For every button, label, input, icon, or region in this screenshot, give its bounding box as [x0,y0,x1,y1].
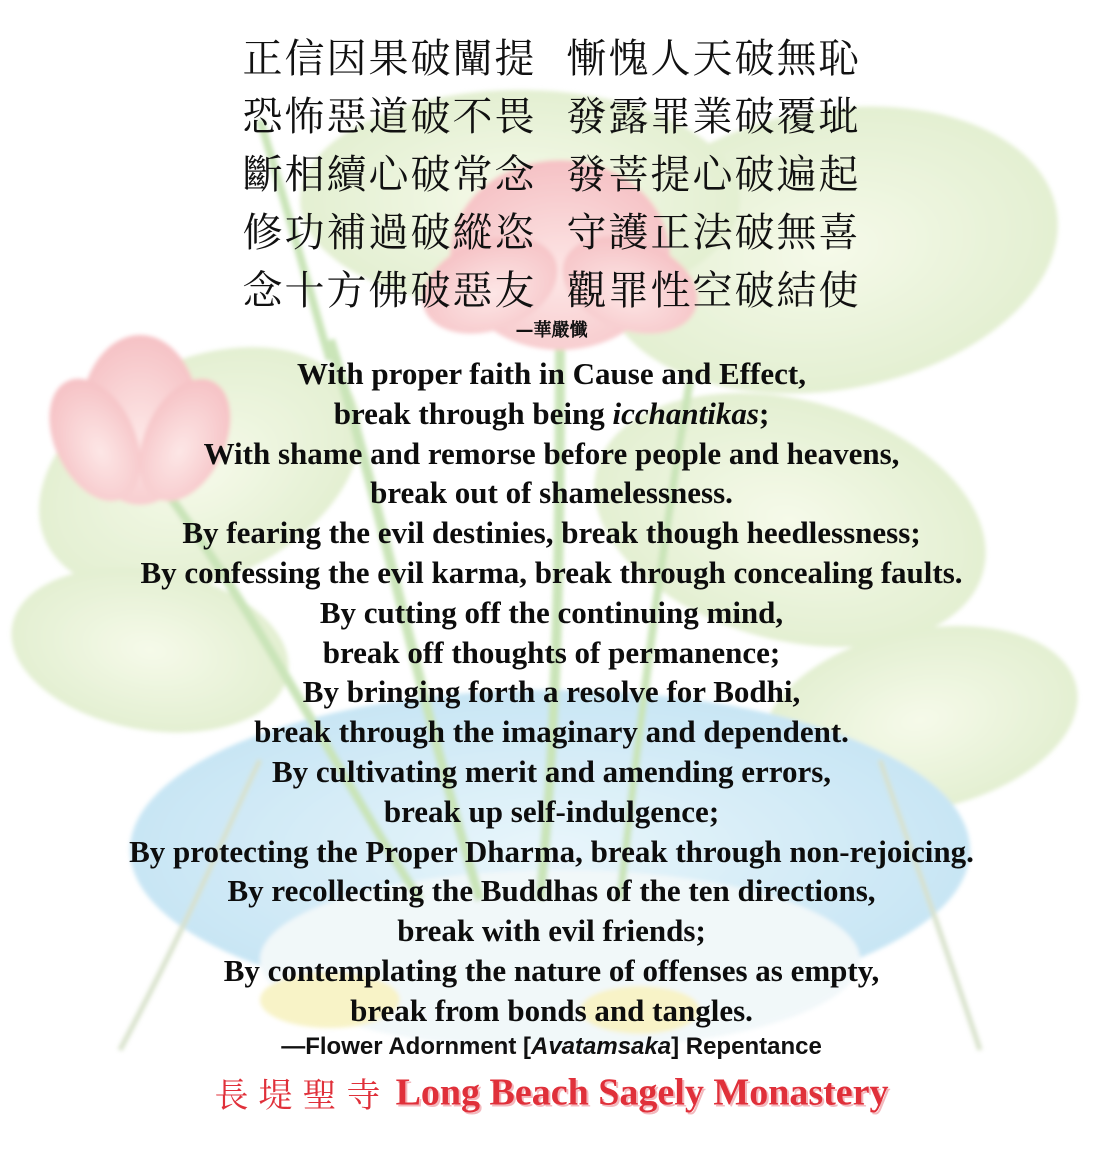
english-line: break through the imaginary and dependent. [254,714,849,750]
english-line: By cutting off the continuing mind, [319,594,784,630]
chinese-verse-left: 念十方佛破惡友 [242,268,537,314]
english-line: break out of shamelessness. [370,475,733,511]
chinese-verse-line [0,262,1103,320]
chinese-verse-line [0,30,1103,88]
chinese-verse-right: 守護正法破無喜 [566,210,861,256]
english-line: break from bonds and tangles. [350,992,753,1028]
english-line: By cultivating merit and amending errors, [271,753,832,789]
english-line: By contemplating the nature of offenses as empty, [223,952,880,988]
monastery-chinese-name: 長堤聖寺 [214,1076,391,1116]
chinese-verse-right: 發露罪業破覆玼 [566,94,861,140]
english-line: By recollecting the Buddhas of the ten directions, [227,873,876,909]
english-attribution [0,1033,1103,1061]
chinese-verse-line [0,88,1103,146]
english-line: By protecting the Proper Dharma, break through non-rejoicing. [129,833,974,869]
english-line [0,394,1103,434]
attribution-text: —Flower Adornment [ [281,1033,531,1060]
english-line-emphasis: icchantikas [612,395,759,431]
chinese-verse-left: 正信因果破闡提 [242,36,537,82]
english-line: With proper faith in Cause and Effect, [297,356,806,391]
monastery-footer [0,1068,1103,1117]
chinese-verse-line [0,146,1103,204]
english-line: By bringing forth a resolve for Bodhi, [302,674,801,710]
chinese-attribution: —華嚴懺 [515,320,588,341]
chinese-verse-left: 修功補過破縱恣 [242,210,537,256]
english-line-punct: ; [758,395,770,431]
chinese-verse-right: 觀罪性空破結使 [566,268,861,314]
chinese-verse-right: 慚愧人天破無恥 [566,36,861,82]
monastery-english-name: Long Beach Sagely Monastery [395,1071,889,1114]
english-line-text: break through being [333,395,613,431]
chinese-verse-left: 斷相續心破常念 [242,152,537,198]
chinese-verse-left: 恐怖惡道破不畏 [242,94,537,140]
chinese-verse-line [0,204,1103,262]
english-line: break up self-indulgence; [383,793,720,829]
attribution-emphasis: Avatamsaka [530,1033,672,1060]
english-line: With shame and remorse before people and heavens, [203,435,900,471]
chinese-verse-right: 發菩提心破遍起 [566,152,861,198]
english-line: By fearing the evil destinies, break though heedlessness; [182,515,921,551]
attribution-text: ] Repentance [671,1033,822,1060]
english-line: break with evil friends; [397,913,706,949]
english-line: By confessing the evil karma, break through concealing faults. [140,554,963,590]
chinese-verse [0,30,1103,320]
english-translation [0,354,1103,1031]
english-line: break off thoughts of permanence; [322,634,781,670]
